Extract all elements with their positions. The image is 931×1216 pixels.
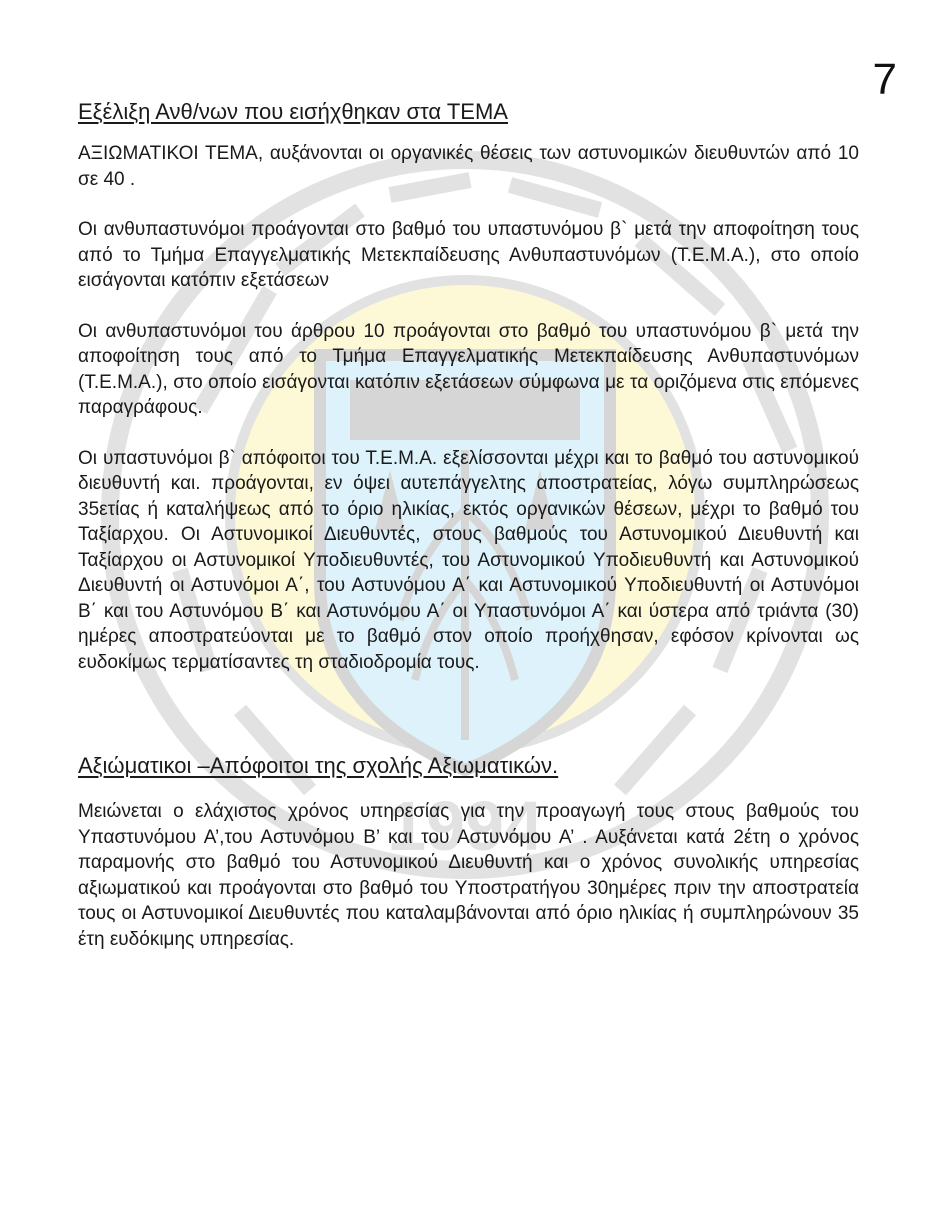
page-number: 7 [872,55,897,104]
section-heading-officers: Αξιώματικοι –Απόφοιτοι της σχολής Αξιωματικών. [78,753,559,778]
paragraph: Μειώνεται ο ελάχιστος χρόνος υπηρεσίας για την προαγωγή τους στους βαθμούς του Υπαστυνόμου Α’,του Αστυνόμου Β’ και του Αστυνόμου Α’ . Αυξάνεται κατά 2έτη ο χρόνος παραμονής στο βαθμό του Αστυνομικού Διευθυντή και ο χρόνος συνολικής υπηρεσίας αξιωματικού και προάγονται στο βαθμό του Υποστρατήγου 30ημέρες πριν την αποστρατεία τους οι Αστυνομικοί Διευθυντές που καταλαμβάνονται από όριο ηλικίας ή συμπληρώνουν 35 έτη ευδόκιμης υπηρεσίας. [78,801,859,950]
paragraph: Οι ανθυπαστυνόμοι του άρθρου 10 προάγονται στο βαθμό του υπαστυνόμου β` μετά την αποφοίτηση τους από το Τμήμα Επαγγελματικής Μετεκπαίδευσης Ανθυπαστυνόμων (Τ.Ε.Μ.Α.), στο οποίο εισάγονται κατόπιν εξετάσεων σύμφωνα με τα οριζόμενα στις επόμενες παραγράφους. [78,320,859,418]
paragraph: Οι ανθυπαστυνόμοι προάγονται στο βαθμό του υπαστυνόμου β` μετά την αποφοίτηση τους από το Τμήμα Επαγγελματικής Μετεκπαίδευσης Ανθυπαστυνόμων (Τ.Ε.Μ.Α.), στο οποίο εισάγονται κατόπιν εξετάσεων [78,219,859,291]
svg-text:1994: 1994 [387,787,543,865]
paragraph: Οι υπαστυνόμοι β` απόφοιτοι του Τ.Ε.Μ.Α. εξελίσσονται μέχρι και το βαθμό του αστυνομικού διευθυντή και. προάγονται, εν όψει αυτεπάγγελτης αποστρατείας, λόγω συμπληρώσεως 35ετίας ή καταλήψεως από το όριο ηλικίας, εκτός οργανικών θέσεων, μέχρι το βαθμό του Ταξίαρχου. Οι Αστυνομικοί Διευθυντές, στους βαθμούς του Αστυνομικού Διευθυντή και Ταξίαρχου οι Αστυνομικοί Υποδιευθυντές, του Αστυνομικού Υποδιευθυντή και Αστυνομικού Διευθυντή οι Αστυνόμοι Α΄, του Αστυνόμου Α΄ και Αστυνομικού Υποδιευθυντή οι Αστυνόμοι Β΄ και του Αστυνόμου Β΄ και Αστυνόμου Α΄ οι Υπαστυνόμοι Α΄ και ύστερα από τριάντα (30) ημέρες αποστρατεύονται με το βαθμό στον οποίο προήχθησαν, εφόσον κρίνονται ως ευδοκίμως τερματίσαντες τη σταδιοδρομία τους. [78,447,859,673]
document-body [78,97,859,952]
paragraph: ΑΞΙΩΜΑΤΙΚΟΙ ΤΕΜΑ, αυξάνονται οι οργανικές θέσεις των αστυνομικών διευθυντών από 10 σε 40 . [78,143,859,190]
section-heading-tema: Εξέλιξη Ανθ/νων που εισήχθηκαν στα ΤΕΜΑ [78,99,508,124]
